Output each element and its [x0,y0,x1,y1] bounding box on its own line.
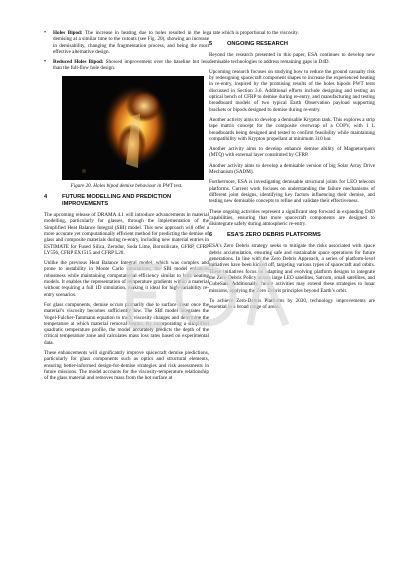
right-column [209,30,375,314]
section-5-paragraph: These ongoing activities represent a significant step forward in expanding D4D capabilities, ensuring that more spacecraft components are designed to disintegrate safely during atmospheric re-entry. [209,208,375,228]
figure-20-image [62,76,204,180]
bullet-reduced-holes-bipod [44,59,209,72]
section-number: 5 [209,41,213,48]
section-5-paragraph: Another activity aims to develop a demisable Krypton tank. This explores a strip tape matrix concept for the composite overwrap of a COPV, with 1 L breadboards being designed and tested to confirm feasibility while maintaining compatibility with Krypton propellant at minimum 310 bar. [209,116,375,142]
bipod-results-list [44,30,209,72]
section-6-paragraph: ESA’s Zero Debris strategy seeks to mitigate the risks associated with space debris accumulation, ensuring safe and sustainable space operations for future generations. In line with the Zero Debris Approach, a series of platform-level initiatives have been kicked off, targeting various types of spacecraft and orbits. These initiatives focus on adapting and evolving platform designs to integrate the Zero Debris Policy across large LEO satellites, Satcom, small satellites, and CubeSats. Additionally, future activities may extend these strategies to lunar missions, applying the Zero Debris principles beyond Earth’s orbit. [209,243,375,294]
plasma-test-photo [62,76,204,180]
section-4-heading [44,194,209,208]
left-column [44,30,209,386]
section-5-paragraph: Another activity aims to develop a demisable version of big Solar Array Drive Mechanism (SADM). [209,162,375,176]
section-6-heading [209,232,375,239]
section-4-paragraph: These enhancements will significantly improve spacecraft demise predictions, particularly for glass components such as optics and structural elements, ensuring better-informed design-for-demise strategies and risk assessments in future missions. The model accounts for the viscosity-temperature relationship of the glass material and removes mass from the hot surface at [44,350,209,382]
section-title: ESA’S ZERO DEBRIS PLATFORMS [227,232,321,239]
figure-20-caption: Figure 20. Holes bipod demise behaviour in PWT test. [70,182,183,189]
section-title: ONGOING RESEARCH [227,41,288,48]
section-5-paragraph: Beyond the research presented in this paper, ESA continues to develop new demisable technologies to address remaining gaps in D4D. [209,52,375,65]
section-5-paragraph: Another activity aims to develop enhance demise ability of Magnetorquers (MTQ) with external layer constituted by CFRP. [209,146,375,159]
section-6-paragraph: To achieve Zero-Debris Platforms by 2030, technology improvements are essential in a broad range of areas. [209,297,375,311]
section-title: FUTURE MODELLING AND PREDICTION IMPROVEMENTS [62,194,172,208]
section-number: 6 [209,232,213,239]
section-4-paragraph: For glass components, demise occurs primarily due to surface shear once the material’s viscosity becomes sufficiently low. The SBI model integrates the Vogel-Fulcher-Tammann equation to track viscosity changes and determine the temperature at which material removal begins. By incorporating a simplified quadratic temperature profile, the model accurately predicts the depth of the critical temperature zone and calculates mass loss rates based on experimental data. [44,301,209,346]
bullet-text: Showed improvement over the baseline but less than the full-flow hole design. [53,59,209,72]
section-5-heading [209,41,375,48]
bullet-title: Holes Bipod: [53,30,83,36]
section-4-paragraph: Unlike the previous Heat Balance Integral model, which was complex and prone to instability in Monte Carlo simulations, the SBI model enhances robustness while maintaining computational efficiency similar to bulk heating models. It enables the representation of temperature gradients within a material without requiring a full 1D simulation, making it ideal for high-variability re-entry scenarios. [44,260,209,298]
bullet-holes-bipod [44,30,209,55]
section-4-paragraph: The upcoming release of DRAMA 4.1 will introduce advancements in material modelling, particularly for glasses, through the implementation of the Simplified Heat Balance Integral (SBI) model. This new approach will offer a more accurate yet computationally efficient method for predicting the demise of glass and composite materials during re-entry, including new material entries in ESTIMATE for Fused Silica, Zerodur, Soda Lime, Borosilicate, GFRP, CFRP LY556, CFRP EX1515 and CFRP L20. [44,212,209,256]
section-number: 4 [44,194,48,201]
section-5-paragraph: Upcoming research focuses on studying how to reduce the ground casualty risk by redesigning spacecraft component shapes to increase the experienced heating in re-entry, inspired by the promising results of the holes bipods PWT tests discussed in Section 3.6. Additional efforts include designing and testing an optical bench of CFRP to demise during re-entry, and manufacturing and testing breadboard models of two typical Earth Observation payload supporting brackets or bipods designed to demise during re-entry. [209,68,375,113]
bullet-title: Reduced Holes Bipod: [53,59,104,66]
bullet-text: The increase in heating due to holes resulted in the leg demising at a similar time to the cutouts (see Fig. 20), showing an increase in demisability, changing the fragmentation process, and being the most effective alternative design. [53,30,210,55]
continuation-text: a rate which is proportional to the viscosity. [209,30,299,36]
section-5-paragraph: Furthermore, ESA is investigating demisable structural joints for LEO telecom platforms. Current work focuses on understanding the failure mechanisms of different joint designs, identifying key factors influencing their demise, and testing new demisable concepts to refine and validate their effectiveness. [209,179,375,205]
